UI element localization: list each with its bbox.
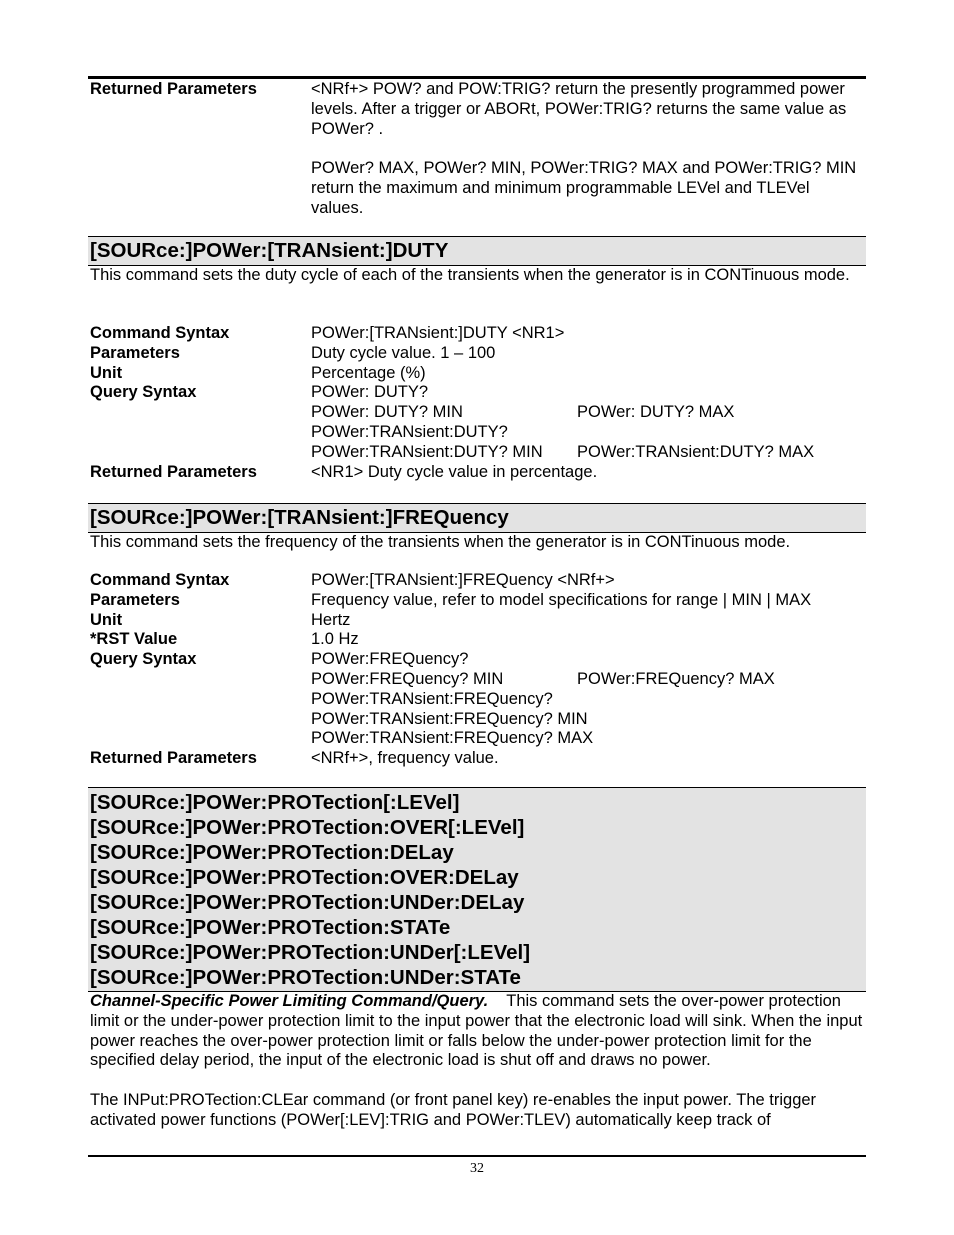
protection-heading-line: [SOURce:]POWer:PROTection:UNDer:DELay xyxy=(90,891,525,914)
query-line: POWer: DUTY? MAX xyxy=(577,403,735,422)
returned-parameters-text-2: POWer? MAX, POWer? MIN, POWer:TRIG? MAX and POWer:TRIG? MIN return the maximum and minimum programmable LEVel and TLEVel values. xyxy=(311,159,857,217)
protection-heading-line: [SOURce:]POWer:PROTection:UNDer[:LEVel] xyxy=(90,941,531,964)
command-syntax-value: POWer:[TRANsient:]DUTY <NR1> xyxy=(311,324,565,342)
query-line: POWer:TRANsient:FREQuency? xyxy=(311,689,553,708)
protection-heading-line: [SOURce:]POWer:PROTection:OVER[:LEVel] xyxy=(90,816,525,839)
unit-value: Hertz xyxy=(311,610,351,629)
query-syntax-label: Query Syntax xyxy=(90,650,197,669)
rst-value: 1.0 Hz xyxy=(311,630,359,649)
parameters-label: Parameters xyxy=(90,343,180,362)
protection-lead: Channel-Specific Power Limiting Command/Query. xyxy=(90,992,489,1010)
returned-parameters-value: <NR1> Duty cycle value in percentage. xyxy=(311,462,598,481)
protection-heading-line: [SOURce:]POWer:PROTection[:LEVel] xyxy=(90,791,460,814)
rst-value-label: *RST Value xyxy=(90,630,178,649)
protection-text-1: This command sets the over-power protection limit or the under-power protection limit to the input power that the electronic load will sink. When the input power reaches the over-power protection limit or falls below the under-power protection limit for the specified delay period, the input of the electronic load is shut off and draws no power. xyxy=(90,992,863,1070)
query-line: POWer:TRANsient:DUTY? MIN xyxy=(311,442,543,461)
query-line: POWer:TRANsient:DUTY? MAX xyxy=(577,442,815,461)
returned-parameters-value: <NRf+>, frequency value. xyxy=(311,749,499,768)
protection-heading-line: [SOURce:]POWer:PROTection:UNDer:STATe xyxy=(90,966,521,989)
protection-heading-line: [SOURce:]POWer:PROTection:STATe xyxy=(90,916,451,939)
command-syntax-value: POWer:[TRANsient:]FREQuency <NRf+> xyxy=(311,571,615,589)
protection-heading xyxy=(88,787,866,992)
query-line: POWer:FREQuency? MAX xyxy=(577,669,775,688)
query-line: POWer:FREQuency? xyxy=(311,650,469,669)
command-syntax-label: Command Syntax xyxy=(90,324,230,342)
query-line: POWer: DUTY? MIN xyxy=(311,403,463,422)
returned-parameters-label: Returned Parameters xyxy=(90,80,257,98)
duty-parameter-table xyxy=(88,324,866,482)
duty-heading: [SOURce:]POWer:[TRANsient:]DUTY xyxy=(88,236,866,266)
protection-heading-line: [SOURce:]POWer:PROTection:OVER:DELay xyxy=(90,866,519,889)
frequency-parameter-table xyxy=(88,571,866,769)
query-line: POWer:TRANsient:DUTY? xyxy=(311,422,508,441)
parameters-value: Frequency value, refer to model specifications for range | MIN | MAX xyxy=(311,590,812,609)
top-returned-parameters xyxy=(88,80,866,219)
protection-description xyxy=(88,992,866,1131)
protection-text-2: The INPut:PROTection:CLEar command (or front panel key) re-enables the input power. The trigger activated power functions (POWer[:LEV]:TRIG and POWer:TLEV) automatically keep track of xyxy=(90,1090,817,1129)
top-rule xyxy=(88,76,866,79)
query-syntax-label: Query Syntax xyxy=(90,383,197,402)
duty-description: This command sets the duty cycle of each of the transients when the generator is in CONTinuous mode. xyxy=(90,266,850,284)
unit-label: Unit xyxy=(90,363,123,382)
parameters-label: Parameters xyxy=(90,590,180,609)
page-number: 32 xyxy=(470,1161,484,1176)
query-line: POWer:FREQuency? MIN xyxy=(311,669,504,688)
query-line: POWer:TRANsient:FREQuency? MIN xyxy=(311,709,588,728)
unit-value: Percentage (%) xyxy=(311,363,426,382)
frequency-description: This command sets the frequency of the transients when the generator is in CONTinuous mode. xyxy=(90,533,791,551)
command-syntax-label: Command Syntax xyxy=(90,571,230,589)
protection-heading-line: [SOURce:]POWer:PROTection:DELay xyxy=(90,841,454,864)
returned-parameters-label: Returned Parameters xyxy=(90,749,257,768)
parameters-value: Duty cycle value. 1 – 100 xyxy=(311,343,496,362)
query-line: POWer: DUTY? xyxy=(311,383,429,402)
returned-parameters-label: Returned Parameters xyxy=(90,462,257,481)
frequency-heading: [SOURce:]POWer:[TRANsient:]FREQuency xyxy=(88,503,866,533)
bottom-rule xyxy=(88,1155,866,1157)
query-line: POWer:TRANsient:FREQuency? MAX xyxy=(311,729,594,748)
unit-label: Unit xyxy=(90,610,123,629)
returned-parameters-text-1: <NRf+> POW? and POW:TRIG? return the presently programmed power levels. After a trigger or ABORt, POWer:TRIG? returns the same value as POWer? . xyxy=(311,80,847,138)
